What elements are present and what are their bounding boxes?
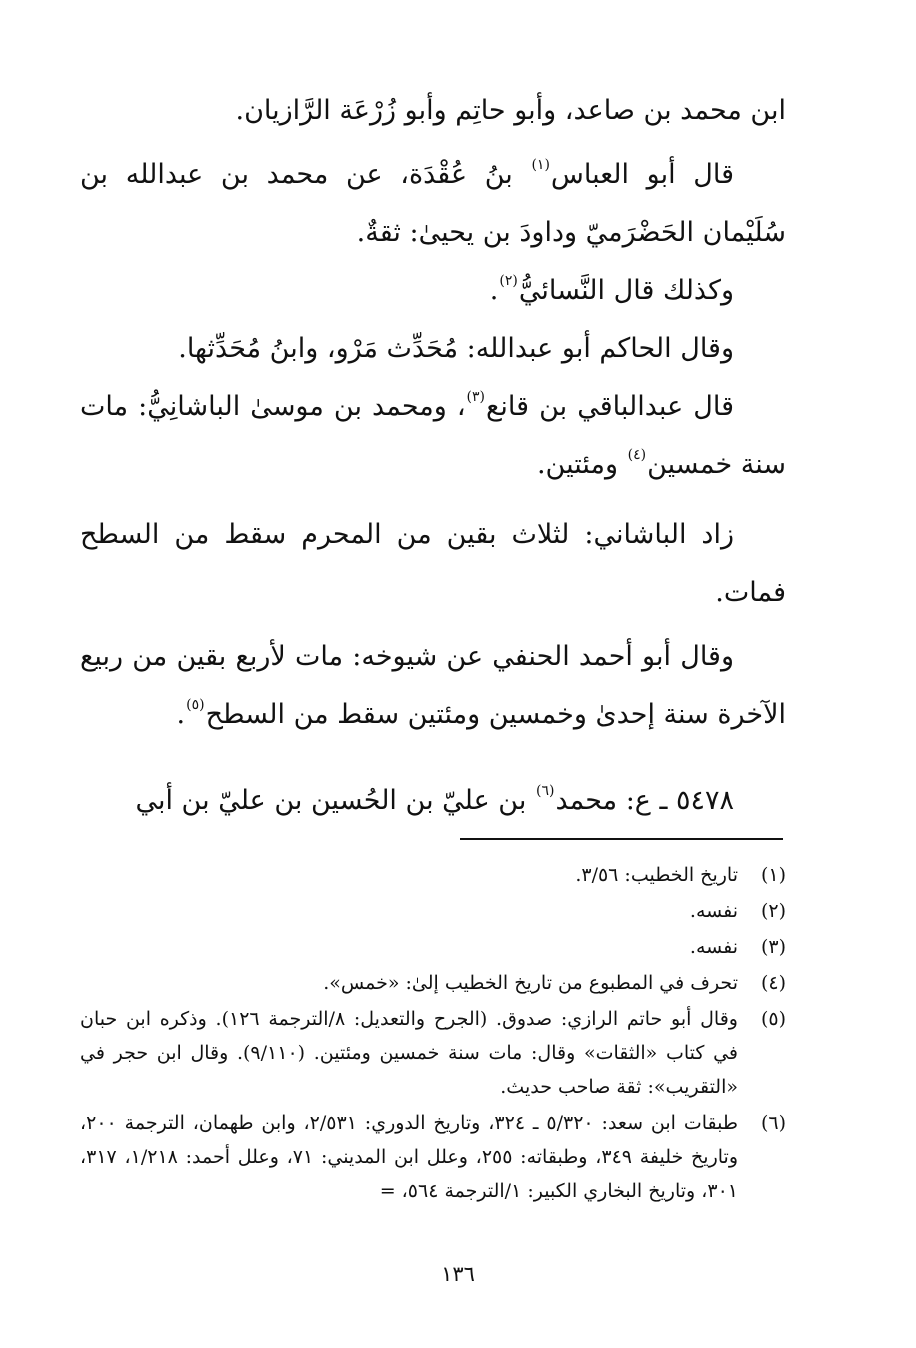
paragraph-6 — [80, 506, 786, 622]
paragraph-text: قال أبو العباس — [550, 159, 734, 190]
footnote-2 — [80, 894, 786, 928]
footnote-text: نفسه. — [689, 936, 738, 958]
paragraph-text: . — [176, 699, 186, 730]
footnote-separator — [460, 838, 783, 840]
footnote-text: وقال أبو حاتم الرازي: صدوق. (الجرح والتعديل: ٨/الترجمة ١٢٦). وذكره ابن حبان في كتاب «الثقات» وقال: مات سنة خمسين ومئتين. (٩/١١٠). وقال ابن حجر في «التقريب»: ثقة صاحب حديث. — [80, 1008, 738, 1098]
paragraph-text: زاد الباشاني: لثلاث بقين من المحرم سقط من السطح فمات. — [80, 519, 786, 608]
footnote-text: تاريخ الخطيب: ٣/٥٦. — [575, 864, 738, 886]
footnote-text: طبقات ابن سعد: ٥/٣٢٠ ـ ٣٢٤، وتاريخ الدوري: ٢/٥٣١، وابن طهمان، الترجمة ٢٠٠، وتاريخ خليفة ٣٤٩، وطبقاته: ٢٥٥، وعلل ابن المديني: ٧١، وعلل أحمد: ١/٢١٨، ٣١٧، ٣٠١، وتاريخ البخاري الكبير: ١/الترجمة ٥٦٤، = — [80, 1112, 739, 1202]
footnote-ref-4[interactable]: (٤) — [627, 447, 647, 463]
paragraph-text: . — [489, 275, 499, 306]
paragraph-2 — [80, 146, 786, 262]
footnote-ref-5[interactable]: (٥) — [186, 697, 205, 713]
main-text — [80, 82, 786, 830]
footnote-ref-1[interactable]: (١) — [531, 157, 550, 173]
footnote-4 — [80, 966, 786, 1000]
paragraph-text: وكذلك قال النَّسائيُّ — [518, 275, 734, 306]
footnote-number: (١) — [760, 864, 786, 886]
footnote-1 — [80, 858, 786, 892]
footnote-3 — [80, 930, 786, 964]
paragraph-text: وقال أبو أحمد الحنفي عن شيوخه: مات لأربع بقين من ربيع الآخرة سنة إحدىٰ وخمسين ومئتين سقط من السطح — [80, 641, 786, 730]
paragraph-text: وقال الحاكم أبو عبدالله: مُحَدِّث مَرْو، وابنُ مُحَدِّثها. — [178, 333, 734, 364]
footnote-5 — [80, 1002, 786, 1104]
entry-text: ٥٤٧٨ ـ ع: محمد — [555, 785, 734, 816]
entry-heading — [80, 772, 786, 830]
paragraph-text: بنُ عُقْدَة، عن محمد بن عبدالله بن سُلَيْمان الحَضْرَميّ وداودَ بن يحيىٰ: ثقةٌ. — [80, 159, 786, 248]
footnote-number: (٦) — [760, 1112, 786, 1134]
entry-text: بن عليّ بن الحُسين بن عليّ بن أبي — [135, 785, 535, 816]
footnote-text: نفسه. — [689, 900, 738, 922]
footnote-number: (٤) — [760, 972, 786, 994]
footnote-number: (٥) — [760, 1008, 786, 1030]
footnote-ref-6[interactable]: (٦) — [535, 783, 555, 799]
paragraph-text: ابن محمد بن صاعد، وأبو حاتِم وأبو زُرْعَة الرَّازيان. — [235, 95, 786, 126]
footnote-ref-3[interactable]: (٣) — [466, 389, 486, 405]
paragraph-text: قال عبدالباقي بن قانع — [486, 391, 734, 422]
footnotes — [80, 858, 786, 1210]
page-number: ١٣٦ — [441, 1262, 475, 1286]
paragraph-text: ومئتين. — [536, 449, 627, 480]
paragraph-3 — [80, 262, 786, 320]
footnote-6 — [80, 1106, 786, 1208]
footnote-ref-2[interactable]: (٢) — [499, 273, 518, 289]
footnote-text: تحرف في المطبوع من تاريخ الخطيب إلىٰ: «خمس». — [323, 972, 738, 994]
paragraph-text: ، ومحمد بن موسىٰ الباشانِيُّ: مات سنة خمسين — [80, 391, 786, 480]
paragraph-1 — [80, 82, 786, 140]
paragraph-5 — [80, 378, 786, 494]
paragraph-4 — [80, 320, 786, 378]
footnote-number: (٢) — [760, 900, 786, 922]
footnote-number: (٣) — [760, 936, 786, 958]
paragraph-7 — [80, 628, 786, 744]
